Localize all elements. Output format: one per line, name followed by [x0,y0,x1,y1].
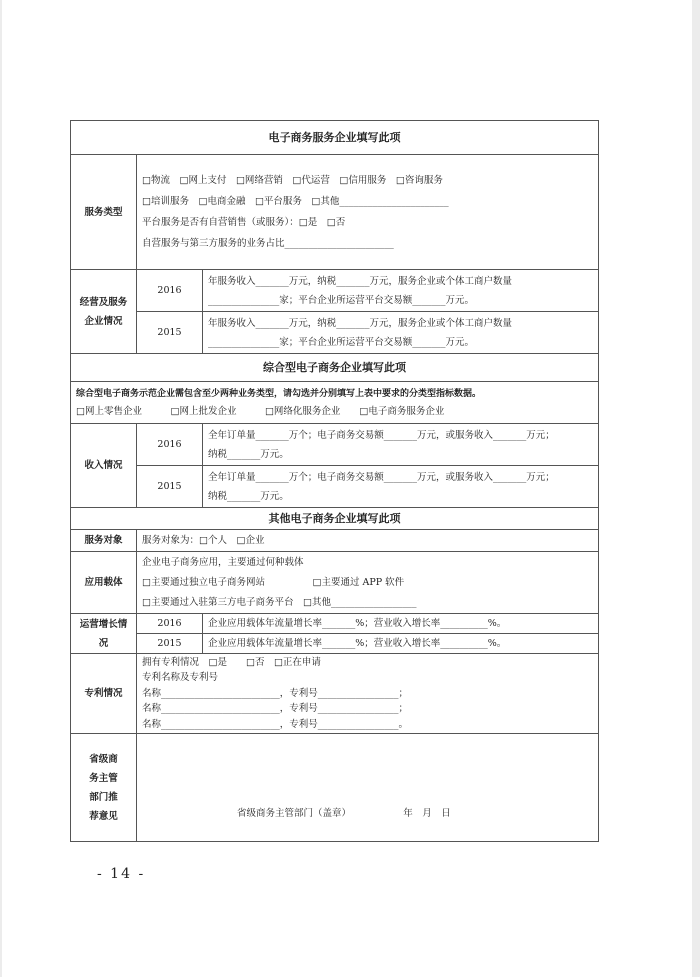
patent-entry-line: 名称_________________________，专利号_________________。 [142,718,409,730]
operations-label: 经营及服务企业情况 [71,270,137,354]
year-data-cell [203,312,599,354]
seal-and-date-line: 省级商务主管部门（盖章） 年 月 日 [237,808,451,819]
growth-data-line: 企业应用载体年流量增长率_______%；营业收入增长率__________%。 [203,634,599,654]
carrier-options-line: □主要通过入驻第三方电子商务平台 □其他__________________ [142,596,417,608]
service-type-label: 服务类型 [71,155,137,270]
patent-entry-line: 名称_________________________，专利号_________________； [142,687,409,699]
year-cell: 2016 [137,424,203,466]
year-data-line: 纳税_______万元。 [208,448,289,460]
year-cell: 2015 [137,466,203,508]
recommendation-label: 省级商务主管部门推荐意见 [71,734,137,842]
year-cell: 2016 [137,614,203,634]
business-ratio-line: 自营服务与第三方服务的业务占比_______________________ [142,238,394,249]
income-label: 收入情况 [71,424,137,508]
year-data-line: 纳税_______万元。 [208,490,289,502]
self-operated-question: 平台服务是否有自营销售（或服务）：□是 □否 [142,217,346,228]
carrier-label: 应用载体 [71,552,137,614]
year-data-line: _______________家；平台企业所运营平台交易额_______万元。 [208,294,475,306]
year-data-cell [203,466,599,508]
section-title-other: 其他电子商务企业填写此项 [71,508,599,530]
year-data-cell [203,270,599,312]
patent-heading-line: 专利名称及专利号 [142,672,219,684]
year-data-line: 年服务收入_______万元，纳税_______万元，服务企业或个体工商户数量 [208,275,513,287]
service-options-line: □物流 □网上支付 □网络营销 □代运营 □信用服务 □咨询服务 [142,175,443,186]
year-cell: 2015 [137,634,203,654]
section-title-service-enterprise: 电子商务服务企业填写此项 [71,121,599,155]
comprehensive-note: 综合型电子商务示范企业需包含至少两种业务类型，请勾选并分别填写上表中要求的分类型指标数据。 [76,388,482,399]
year-cell: 2016 [137,270,203,312]
service-options-line: □培训服务 □电商金融 □平台服务 □其他_______________________ [142,196,449,207]
service-target-options: 服务对象为：□个人 □企业 [137,530,599,552]
year-data-line: 年服务收入_______万元，纳税_______万元，服务企业或个体工商户数量 [208,317,513,329]
year-cell: 2015 [137,312,203,354]
recommendation-cell [137,734,599,842]
growth-data-line: 企业应用载体年流量增长率_______%；营业收入增长率__________%。 [203,614,599,634]
patent-entry-line: 名称_________________________，专利号_________________； [142,703,409,715]
carrier-options-cell [137,552,599,614]
carrier-options-line: □主要通过独立电子商务网站 □主要通过 APP 软件 [142,576,405,588]
year-data-cell [203,424,599,466]
section-title-comprehensive: 综合型电子商务企业填写此项 [71,354,599,382]
service-type-options [137,155,599,270]
patent-info-cell [137,654,599,734]
comprehensive-note-cell [71,382,599,424]
year-data-line: 全年订单量_______万个；电子商务交易额_______万元，或服务收入_______万元； [208,429,555,441]
year-data-line: _______________家；平台企业所运营平台交易额_______万元。 [208,336,475,348]
patent-status-line: 拥有专利情况 □是 □否 □正在申请 [142,656,321,668]
page-number: - 14 - [97,866,146,882]
service-target-label: 服务对象 [71,530,137,552]
growth-label: 运营增长情况 [71,614,137,654]
application-form-table [70,120,599,842]
document-page [2,0,692,977]
year-data-line: 全年订单量_______万个；电子商务交易额_______万元，或服务收入_______万元； [208,471,555,483]
carrier-question: 企业电子商务应用，主要通过何种载体 [142,556,304,568]
patent-label: 专利情况 [71,654,137,734]
enterprise-type-options: □网上零售企业 □网上批发企业 □网络化服务企业 □电子商务服务企业 [76,405,445,417]
